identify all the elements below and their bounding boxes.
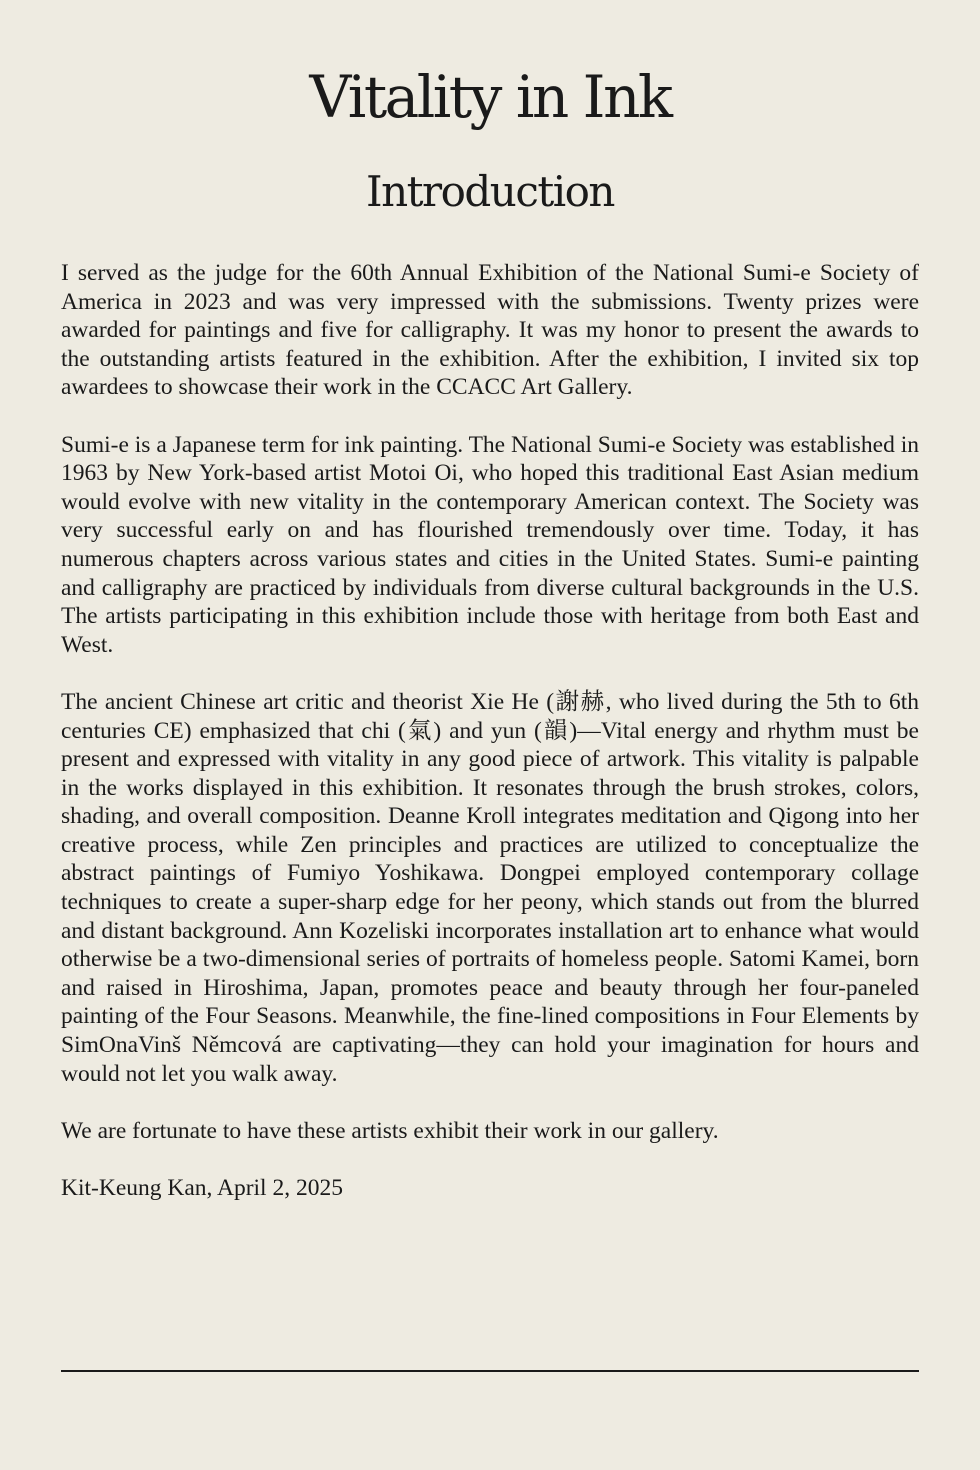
signature: Kit-Keung Kan, April 2, 2025: [61, 1175, 343, 1201]
article-body: [61, 259, 919, 1231]
section-heading: Introduction: [366, 167, 614, 216]
paragraph-sumi-e: Sumi-e is a Japanese term for ink painting. The National Sumi-e Society was established in 1963 by New York-based artist Motoi Oi, who hoped this traditional East Asian medium would evolve with new vitality in the contemporary American context. The Society was very successful early on and has flourished tremendously over time. Today, it has numerous chapters across various states and cities in the United States. Sumi-e painting and calligraphy are practiced by individuals from diverse cultural backgrounds in the U.S. The artists participating in this exhibition include those with heritage from both East and West.: [61, 431, 919, 658]
paragraph-closing: We are fortunate to have these artists exhibit their work in our gallery.: [61, 1117, 719, 1144]
footer-divider: [61, 1370, 919, 1372]
page-title: Vitality in Ink: [309, 63, 671, 131]
paragraph-vitality: The ancient Chinese art critic and theorist Xie He (謝赫, who lived during the 5th to 6th centuries CE) emphasized that chi (氣) and yun (韻)—Vital energy and rhythm must be present and expressed with vitality in any good piece of artwork. This vitality is palpable in the works displayed in this exhibition. It resonates through the brush strokes, colors, shading, and overall composition. Deanne Kroll integrates meditation and Qigong into her creative process, while Zen principles and practices are utilized to conceptualize the abstract paintings of Fumiyo Yoshikawa. Dongpei employed contemporary collage techniques to create a super-sharp edge for her peony, which stands out from the blurred and distant background. Ann Kozeliski incorporates installation art to enhance what would otherwise be a two-dimensional series of portraits of homeless people. Satomi Kamei, born and raised in Hiroshima, Japan, promotes peace and beauty through her four-paneled painting of the Four Seasons. Meanwhile, the fine-lined compositions in Four Elements by SimOnaVinš Němcová are captivating—they can hold your imagination for hours and would not let you walk away.: [61, 688, 919, 1087]
paragraph-judge: I served as the judge for the 60th Annual Exhibition of the National Sumi-e Society of America in 2023 and was very impressed with the submissions. Twenty prizes were awarded for paintings and five for calligraphy. It was my honor to present the awards to the outstanding artists featured in the exhibition. After the exhibition, I invited six top awardees to showcase their work in the CCACC Art Gallery.: [61, 260, 919, 401]
